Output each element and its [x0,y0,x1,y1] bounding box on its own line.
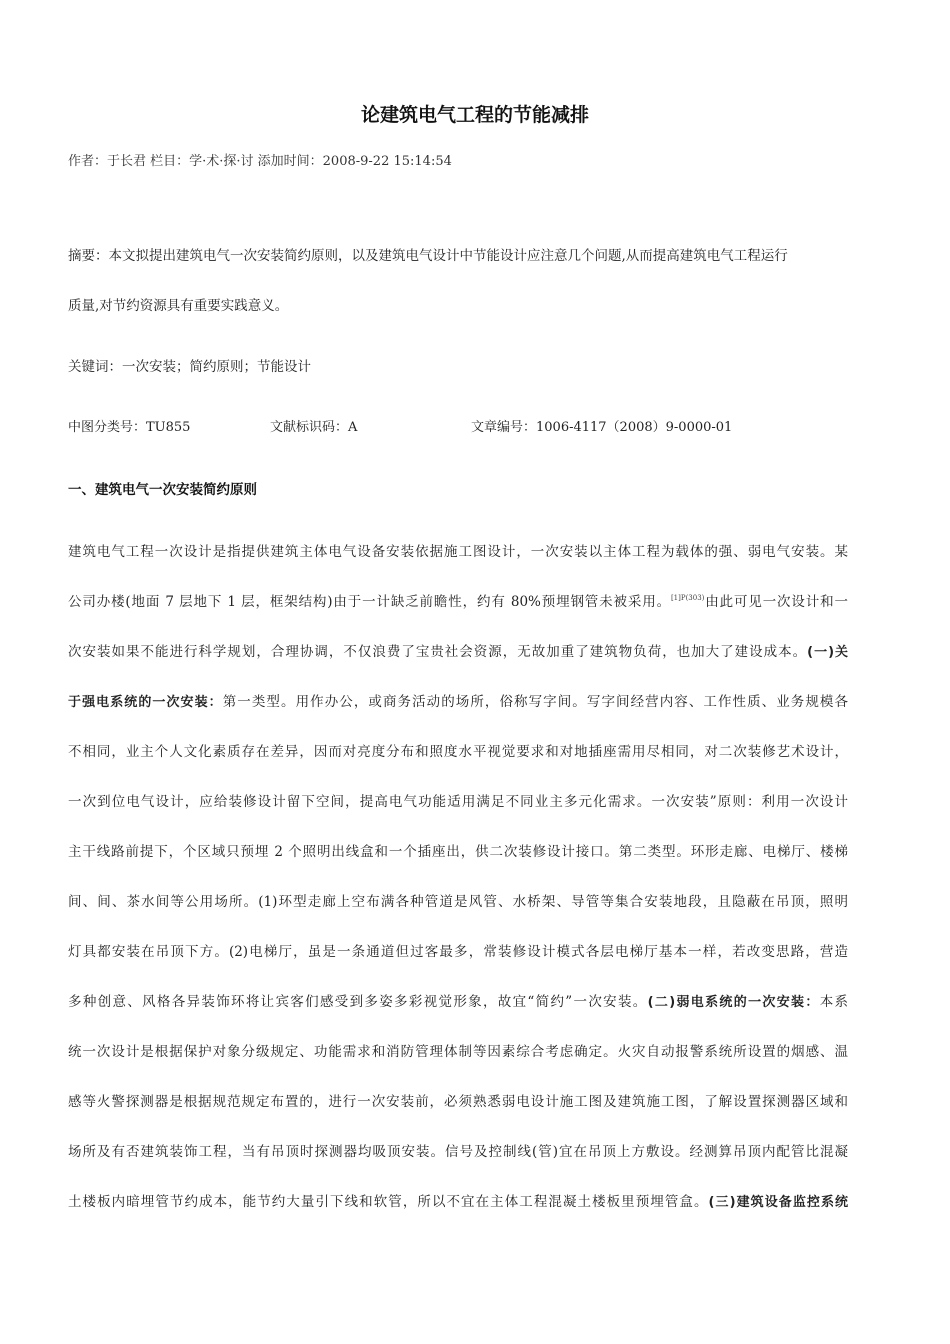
body-text: 公司办楼(地面 7 层地下 1 层，框架结构)由于一计缺乏前瞻性，约有 80%预埋钢管未被采用。 [68,594,671,610]
section-heading: 一、建筑电气一次安装简约原则 [68,482,257,498]
citation-mark: [1]P(303) [670,594,705,602]
document-code: 文献标识码：A [270,420,358,435]
body-text: 次安装如果不能进行科学规划，合理协调，不仅浪费了宝贵社会资源，无故加重了建筑物负荷，也加大了建设成本。 [68,644,808,660]
body-line [68,990,848,1010]
body-text: 土楼板内暗埋管节约成本，能节约大量引下线和软管，所以不宜在主体工程混凝土楼板里预埋管盒。 [68,1194,709,1210]
body-line [68,590,848,610]
body-line: 场所及有否建筑装饰工程，当有吊顶时探测器均吸顶安装。信号及控制线(管)宜在吊顶上方敷设。经测算吊顶内配管比混凝 [68,1144,848,1160]
body-text: 第一类型。用作办公，或商务活动的场所，俗称写字间。写字间经营内容、工作性质、业务规模各 [222,694,848,710]
body-line: 感等火警探测器是根据规范规定布置的，进行一次安装前，必须熟悉弱电设计施工图及建筑施工图，了解设置探测器区域和 [68,1094,848,1110]
article-meta: 作者：于长君 栏目：学·术·探·讨 添加时间：2008-9-22 15:14:54 [68,154,452,169]
classification-number: 中图分类号：TU855 [68,420,191,435]
body-line [68,690,848,710]
article-number: 文章编号：1006-4117（2008）9-0000-01 [471,420,733,435]
body-line: 建筑电气工程一次设计是指提供建筑主体电气设备安装依据施工图设计，一次安装以主体工程为载体的强、弱电气安装。某 [68,544,848,560]
subsection-label: (二)弱电系统的一次安装： [647,995,820,1010]
body-line: 灯具都安装在吊顶下方。(2)电梯厅，虽是一条通道但过客最多，常装修设计模式各层电梯厅基本一样，若改变思路，营造 [68,944,848,960]
body-text: 多种创意、风格各异装饰环将让宾客们感受到多姿多彩视觉形象，故宜“简约”一次安装。 [68,994,648,1010]
body-text: 本系 [819,994,848,1010]
body-line: 一次到位电气设计，应给装修设计留下空间，提高电气功能适用满足不同业主多元化需求。一次安装”原则：利用一次设计 [68,794,848,810]
body-line [68,640,848,660]
body-text: 由此可见一次设计和一 [704,594,848,610]
abstract-line-2: 质量,对节约资源具有重要实践意义。 [68,298,289,314]
keywords: 关键词：一次安装；简约原则；节能设计 [68,359,311,375]
subsection-label: 于强电系统的一次安装： [68,695,223,710]
article-title: 论建筑电气工程的节能减排 [360,104,589,126]
subsection-label: (三)建筑设备监控系统 [708,1195,848,1210]
body-line: 主干线路前提下，个区域只预埋 2 个照明出线盒和一个插座出，供二次装修设计接口。第二类型。环形走廊、电梯厅、楼梯 [68,844,848,860]
body-line [68,1190,848,1210]
body-line: 不相同，业主个人文化素质存在差异，因而对亮度分布和照度水平视觉要求和对地插座需用尽相同，对二次装修艺术设计， [68,744,848,760]
abstract-line-1: 摘要：本文拟提出建筑电气一次安装简约原则，以及建筑电气设计中节能设计应注意几个问题,从而提高建筑电气工程运行 [68,248,788,264]
subsection-label: (一)关 [807,645,848,660]
body-line: 统一次设计是根据保护对象分级规定、功能需求和消防管理体制等因素综合考虑确定。火灾自动报警系统所设置的烟感、温 [68,1044,848,1060]
body-line: 间、间、茶水间等公用场所。(1)环型走廊上空布满各种管道是风管、水桥架、导管等集合安装地段，且隐蔽在吊顶，照明 [68,894,848,910]
